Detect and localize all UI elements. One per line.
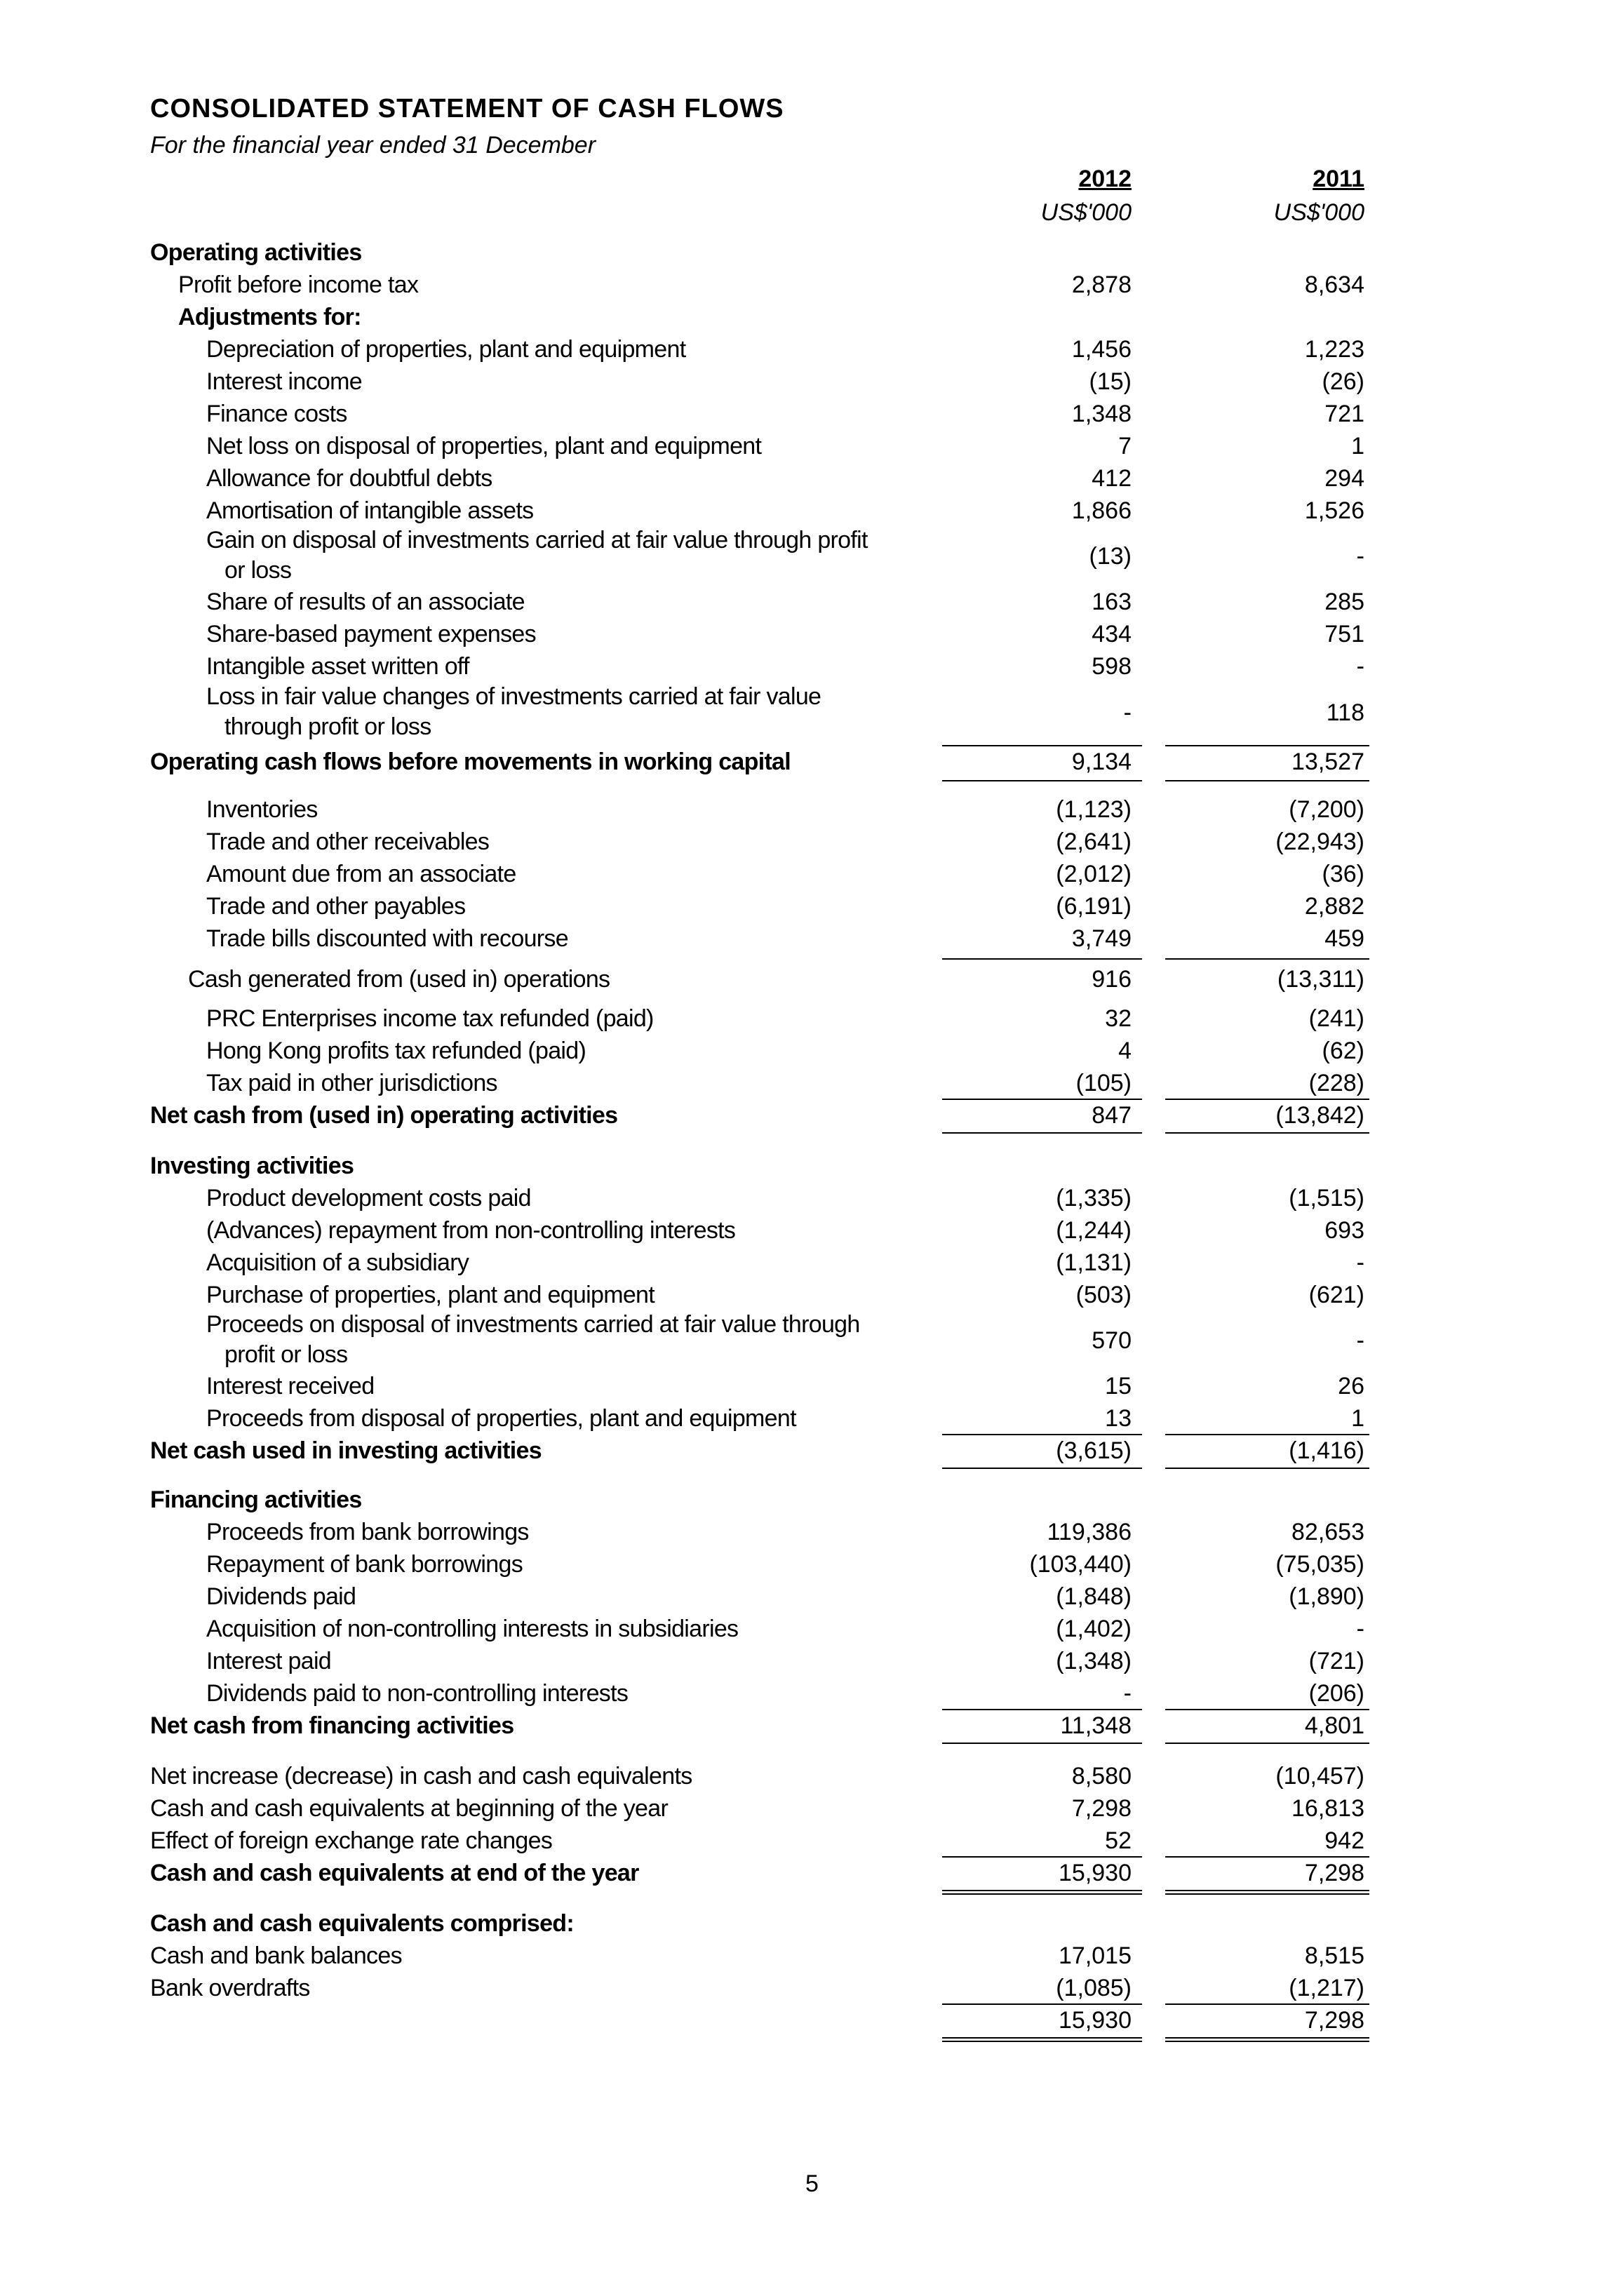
- row-label: Share of results of an associate: [206, 589, 525, 615]
- value-2012: 163: [1092, 589, 1132, 615]
- value-2012: -: [1123, 699, 1132, 726]
- column-unit-2011: US$'000: [1273, 199, 1364, 226]
- value-2012: (1,348): [1056, 1648, 1132, 1674]
- row-label: Share-based payment expenses: [206, 621, 536, 647]
- value-2011: 751: [1324, 621, 1364, 647]
- row-label: Cash and cash equivalents at end of the year: [150, 1860, 639, 1886]
- value-2011: 459: [1324, 925, 1364, 952]
- value-2011: -: [1356, 653, 1364, 680]
- row-label: Inventories: [206, 796, 318, 823]
- value-2011: (75,035): [1275, 1551, 1364, 1578]
- row-label: Finance costs: [206, 401, 347, 427]
- row-label: Product development costs paid: [206, 1185, 531, 1211]
- value-2012: 7,298: [1071, 1795, 1132, 1822]
- line-item-row: [0, 682, 1624, 740]
- value-2012: (103,440): [1029, 1551, 1132, 1578]
- total-rule: [942, 1743, 1142, 1744]
- value-2011: 26: [1338, 1373, 1364, 1399]
- value-2011: 285: [1324, 589, 1364, 615]
- row-label: Profit before income tax: [178, 271, 419, 298]
- value-2012: (503): [1075, 1282, 1132, 1308]
- value-2012: 15: [1105, 1373, 1132, 1399]
- value-2011: 7,298: [1304, 1860, 1364, 1886]
- value-2012: 32: [1105, 1005, 1132, 1032]
- value-2011: 7,298: [1304, 2007, 1364, 2034]
- value-2011: 82,653: [1291, 1519, 1364, 1545]
- row-label: Financing activities: [150, 1486, 362, 1513]
- value-2011: (1,515): [1289, 1185, 1364, 1211]
- value-2011: (7,200): [1289, 796, 1364, 823]
- value-2012: 434: [1092, 621, 1132, 647]
- line-item-row: [0, 1403, 1624, 1435]
- total-rule: [942, 2003, 1142, 2005]
- total-rule: [942, 1099, 1142, 1100]
- row-label: Dividends paid to non-controlling interests: [206, 1680, 629, 1707]
- row-label: Cash and cash equivalents comprised:: [150, 1910, 574, 1937]
- value-2011: (13,311): [1277, 966, 1364, 993]
- row-label: Acquisition of non-controlling interests in subsidiaries: [206, 1616, 739, 1642]
- value-2011: (26): [1322, 368, 1364, 395]
- value-2012: 52: [1105, 1827, 1132, 1854]
- row-label: Acquisition of a subsidiary: [206, 1249, 469, 1276]
- section-row: [0, 302, 1624, 333]
- section-row: [0, 1100, 1624, 1132]
- row-label: Cash and bank balances: [150, 1942, 402, 1969]
- total-rule: [942, 745, 1142, 746]
- value-2012: 15,930: [1059, 2007, 1132, 2034]
- value-2012: 570: [1092, 1327, 1132, 1354]
- row-label: Dividends paid: [206, 1583, 356, 1610]
- row-label: (Advances) repayment from non-controlling interests: [206, 1217, 736, 1244]
- column-year-2012: 2012: [1078, 166, 1132, 192]
- row-label: PRC Enterprises income tax refunded (paid): [206, 1005, 654, 1032]
- total-rule: [1165, 1743, 1369, 1744]
- line-item-row: [0, 463, 1624, 495]
- value-2011: (1,890): [1289, 1583, 1364, 1610]
- line-item-row: [0, 525, 1624, 584]
- row-label: Proceeds from bank borrowings: [206, 1519, 529, 1545]
- value-2011: (36): [1322, 861, 1364, 887]
- line-item-row: [0, 1068, 1624, 1099]
- value-2011: 4,801: [1304, 1712, 1364, 1739]
- value-2012: 15,930: [1059, 1860, 1132, 1886]
- line-item-row: [0, 1793, 1624, 1825]
- row-label: Bank overdrafts: [150, 1975, 310, 2001]
- row-label: Net cash from (used in) operating activities: [150, 1102, 618, 1129]
- section-row: [0, 1710, 1624, 1742]
- total-rule: [942, 958, 1142, 960]
- value-2012: 8,580: [1071, 1763, 1132, 1790]
- row-label: Net cash from financing activities: [150, 1712, 514, 1739]
- value-2012: -: [1123, 1680, 1132, 1707]
- value-2011: (621): [1308, 1282, 1364, 1308]
- value-2011: (721): [1308, 1648, 1364, 1674]
- line-item-row: [0, 1183, 1624, 1214]
- section-row: [0, 237, 1624, 269]
- value-2012: (1,123): [1056, 796, 1132, 823]
- line-item-row: [0, 1517, 1624, 1548]
- row-label: Proceeds on disposal of investments carried at fair value through: [206, 1311, 860, 1338]
- row-label: Interest received: [206, 1373, 375, 1399]
- row-label: Interest paid: [206, 1648, 332, 1674]
- statement-title: CONSOLIDATED STATEMENT OF CASH FLOWS: [150, 94, 784, 123]
- line-item-row: [0, 651, 1624, 683]
- double-underline: [942, 2037, 1142, 2042]
- row-label-continued: or loss: [224, 557, 292, 584]
- row-label: Effect of foreign exchange rate changes: [150, 1827, 553, 1854]
- value-2011: 942: [1324, 1827, 1364, 1854]
- line-item-row: [0, 1678, 1624, 1710]
- value-2012: 847: [1092, 1102, 1132, 1129]
- value-2011: -: [1356, 1327, 1364, 1354]
- line-item-row: [0, 1940, 1624, 1972]
- total-rule: [942, 1468, 1142, 1469]
- section-row: [0, 1858, 1624, 1889]
- row-label: Allowance for doubtful debts: [206, 465, 492, 492]
- value-2012: 11,348: [1060, 1712, 1132, 1739]
- line-item-row: [0, 1646, 1624, 1677]
- value-2011: 721: [1324, 401, 1364, 427]
- row-label: Hong Kong profits tax refunded (paid): [206, 1038, 586, 1064]
- line-item-row: [0, 891, 1624, 922]
- row-label: Adjustments for:: [178, 304, 361, 330]
- value-2012: 17,015: [1059, 1942, 1132, 1969]
- value-2012: 7: [1118, 433, 1132, 459]
- total-rule: [942, 780, 1142, 781]
- value-2011: 1: [1351, 1405, 1364, 1432]
- value-2011: 294: [1324, 465, 1364, 492]
- total-rule: [942, 1434, 1142, 1435]
- value-2012: 13: [1105, 1405, 1132, 1432]
- total-rule: [1165, 2003, 1369, 2005]
- total-rule: [1165, 1099, 1369, 1100]
- line-item-row: [0, 269, 1624, 301]
- value-2012: (105): [1075, 1070, 1132, 1096]
- value-2011: 1,526: [1304, 497, 1364, 524]
- value-2011: (62): [1322, 1038, 1364, 1064]
- line-item-row: [0, 1035, 1624, 1067]
- page-number: 5: [805, 2170, 819, 2197]
- row-label: Investing activities: [150, 1153, 354, 1179]
- value-2012: (2,012): [1056, 861, 1132, 887]
- value-2011: 8,515: [1304, 1942, 1364, 1969]
- line-item-row: [0, 334, 1624, 365]
- line-item-row: [0, 586, 1624, 618]
- row-label: Amortisation of intangible assets: [206, 497, 534, 524]
- value-2011: 1,223: [1304, 336, 1364, 363]
- line-item-row: [0, 1973, 1624, 2004]
- row-label: Tax paid in other jurisdictions: [206, 1070, 497, 1096]
- row-label: Trade and other payables: [206, 893, 466, 920]
- row-label: Intangible asset written off: [206, 653, 469, 680]
- value-2012: (1,335): [1056, 1185, 1132, 1211]
- section-row: [0, 1150, 1624, 1182]
- line-item-row: [0, 1280, 1624, 1311]
- line-item-row: [0, 859, 1624, 890]
- row-label: Cash generated from (used in) operations: [188, 966, 610, 993]
- value-2011: 16,813: [1291, 1795, 1364, 1822]
- total-rule: [942, 1709, 1142, 1710]
- double-underline: [942, 1890, 1142, 1895]
- total-rule: [1165, 1709, 1369, 1710]
- row-label: Operating cash flows before movements in working capital: [150, 748, 791, 775]
- column-year-2011: 2011: [1313, 166, 1364, 192]
- value-2012: 412: [1092, 465, 1132, 492]
- line-item-row: [0, 1825, 1624, 1857]
- total-rule: [1165, 780, 1369, 781]
- double-underline: [1165, 1890, 1369, 1895]
- line-item-row: [0, 794, 1624, 826]
- section-row: [0, 1435, 1624, 1467]
- value-2012: 119,386: [1047, 1519, 1132, 1545]
- value-2012: 2,878: [1071, 271, 1132, 298]
- line-item-row: [0, 1761, 1624, 1792]
- row-label: Net loss on disposal of properties, plant and equipment: [206, 433, 762, 459]
- value-2012: 4: [1118, 1038, 1132, 1064]
- section-row: [0, 1484, 1624, 1516]
- row-label: Cash and cash equivalents at beginning of the year: [150, 1795, 669, 1822]
- row-label: Purchase of properties, plant and equipment: [206, 1282, 655, 1308]
- value-2012: (3,615): [1056, 1437, 1132, 1464]
- value-2012: 9,134: [1071, 748, 1132, 775]
- row-label: Repayment of bank borrowings: [206, 1551, 523, 1578]
- total-rule: [1165, 1434, 1369, 1435]
- value-2011: -: [1356, 543, 1364, 570]
- row-label: Interest income: [206, 368, 362, 395]
- line-item-row: [0, 1371, 1624, 1402]
- statement-subtitle: For the financial year ended 31 December: [150, 132, 596, 159]
- value-2011: 118: [1326, 699, 1364, 726]
- total-rule: [1165, 745, 1369, 746]
- value-2011: (10,457): [1275, 1763, 1364, 1790]
- section-row: [0, 1908, 1624, 1940]
- value-2012: 3,749: [1071, 925, 1132, 952]
- line-item-row: [0, 1247, 1624, 1279]
- row-label: Trade and other receivables: [206, 828, 490, 855]
- row-label: Amount due from an associate: [206, 861, 516, 887]
- row-label: Depreciation of properties, plant and equipment: [206, 336, 686, 363]
- double-underline: [1165, 2037, 1369, 2042]
- value-2012: 598: [1092, 653, 1132, 680]
- row-label: Trade bills discounted with recourse: [206, 925, 568, 952]
- total-rule: [942, 1132, 1142, 1134]
- row-label: Loss in fair value changes of investments carried at fair value: [206, 683, 821, 710]
- value-2012: (1,848): [1056, 1583, 1132, 1610]
- value-2011: 2,882: [1304, 893, 1364, 920]
- line-item-row: [0, 826, 1624, 858]
- line-item-row: [0, 398, 1624, 430]
- column-unit-2012: US$'000: [1040, 199, 1132, 226]
- value-2011: 8,634: [1304, 271, 1364, 298]
- value-2011: (241): [1308, 1005, 1364, 1032]
- line-item-row: [0, 2005, 1624, 2036]
- line-item-row: [0, 366, 1624, 398]
- value-2011: (22,943): [1275, 828, 1364, 855]
- row-label-continued: profit or loss: [224, 1341, 348, 1368]
- line-item-row: [0, 1310, 1624, 1368]
- line-item-row: [0, 1613, 1624, 1645]
- value-2011: -: [1356, 1616, 1364, 1642]
- section-row: [0, 746, 1624, 778]
- row-label: Gain on disposal of investments carried at fair value through profit: [206, 527, 868, 553]
- value-2011: -: [1356, 1249, 1364, 1276]
- row-label: Net increase (decrease) in cash and cash equivalents: [150, 1763, 692, 1790]
- value-2011: 13,527: [1291, 748, 1364, 775]
- value-2012: 1,348: [1071, 401, 1132, 427]
- value-2011: 693: [1324, 1217, 1364, 1244]
- value-2012: (1,131): [1056, 1249, 1132, 1276]
- total-rule: [942, 1856, 1142, 1858]
- value-2011: (13,842): [1275, 1102, 1364, 1129]
- line-item-row: [0, 964, 1624, 995]
- value-2012: 1,866: [1071, 497, 1132, 524]
- value-2012: (15): [1089, 368, 1132, 395]
- row-label-continued: through profit or loss: [224, 713, 431, 740]
- line-item-row: [0, 1215, 1624, 1247]
- value-2011: (228): [1308, 1070, 1364, 1096]
- value-2012: (13): [1089, 543, 1132, 570]
- line-item-row: [0, 1549, 1624, 1580]
- value-2012: (2,641): [1056, 828, 1132, 855]
- value-2012: (1,085): [1056, 1975, 1132, 2001]
- value-2012: 916: [1092, 966, 1132, 993]
- total-rule: [1165, 1132, 1369, 1134]
- total-rule: [1165, 958, 1369, 960]
- value-2011: (206): [1308, 1680, 1364, 1707]
- value-2012: 1,456: [1071, 336, 1132, 363]
- value-2012: (6,191): [1056, 893, 1132, 920]
- total-rule: [1165, 1856, 1369, 1858]
- value-2011: (1,416): [1289, 1437, 1364, 1464]
- line-item-row: [0, 431, 1624, 462]
- row-label: Net cash used in investing activities: [150, 1437, 542, 1464]
- row-label: Operating activities: [150, 239, 362, 266]
- row-label: Proceeds from disposal of properties, plant and equipment: [206, 1405, 796, 1432]
- line-item-row: [0, 1003, 1624, 1035]
- value-2011: (1,217): [1289, 1975, 1364, 2001]
- value-2012: (1,244): [1056, 1217, 1132, 1244]
- line-item-row: [0, 923, 1624, 955]
- value-2011: 1: [1351, 433, 1364, 459]
- line-item-row: [0, 1581, 1624, 1613]
- total-rule: [1165, 1468, 1369, 1469]
- value-2012: (1,402): [1056, 1616, 1132, 1642]
- line-item-row: [0, 619, 1624, 650]
- line-item-row: [0, 495, 1624, 527]
